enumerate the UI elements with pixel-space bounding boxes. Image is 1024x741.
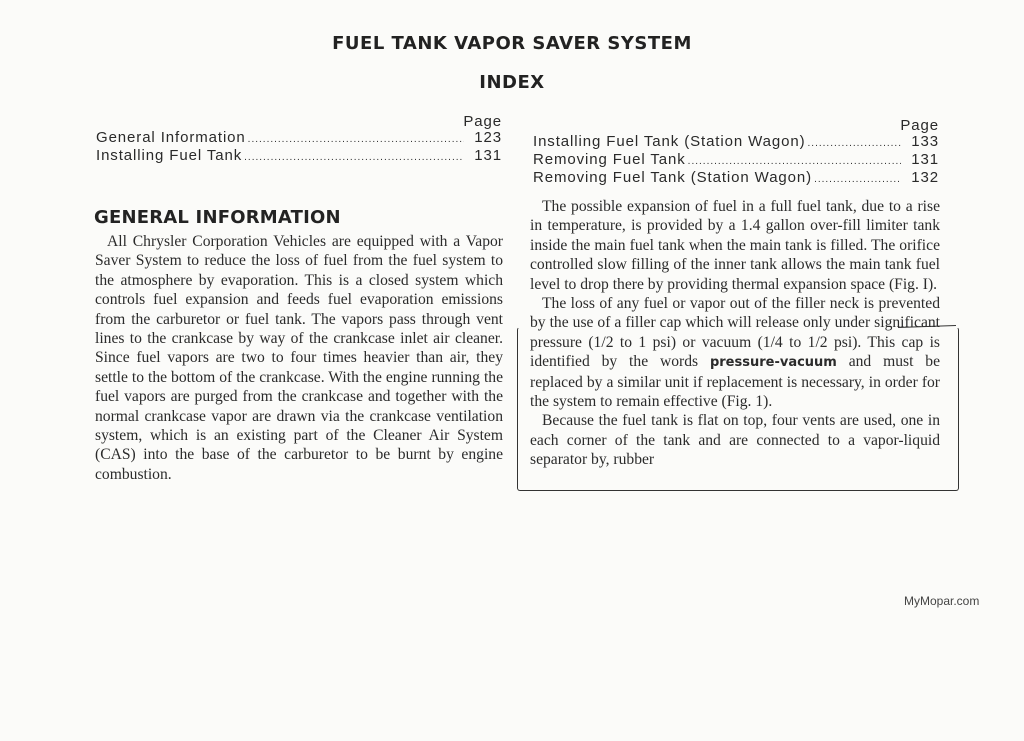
document-title: FUEL TANK VAPOR SAVER SYSTEM: [332, 33, 692, 54]
dot-leader: [814, 172, 901, 188]
paragraph: All Chrysler Corporation Vehicles are equipped with a Vapor Saver System to reduce the loss of fuel from the fuel system to the atmosphere by evaporation. This is a closed system which controls fuel expansion and feeds fuel evaporation emissions from the carburetor or fuel tank. The vapors pass through vent lines to the crankcase by way of the crankcase inlet air cleaner. Since fuel vapors are two to four times heavier than air, they settle to the bottom of the crankcase. With the engine running the fuel vapors are purged from the crankcase and together with the normal crankcase vapor are drawn via the crankcase ventilation system, which is an existing part of the Cleaner Air System (CAS) into the base of the carburetor to be burnt by engine combustion.: [95, 233, 503, 483]
index-left-column: [96, 114, 502, 166]
index-entry-label: General Information: [96, 129, 246, 146]
index-entry-page: 131: [474, 147, 502, 164]
dot-leader: [688, 154, 901, 170]
index-entry: [533, 170, 939, 188]
index-entry-label: Removing Fuel Tank: [533, 151, 686, 168]
page-column-header: Page: [900, 117, 939, 134]
index-entry-page: 133: [911, 133, 939, 150]
index-right-column: [533, 118, 939, 188]
dot-leader: [244, 150, 464, 166]
left-text-column: [95, 232, 503, 484]
paragraph-text: and must be replaced by a similar unit if replacement is necessary, in order for the system to remain effective (Fig. 1).: [530, 353, 940, 411]
index-entry: [96, 130, 502, 148]
page-column-header: Page: [463, 113, 502, 130]
dot-leader: [808, 136, 901, 152]
index-entry-page: 123: [474, 129, 502, 146]
index-entry: [533, 134, 939, 152]
right-text-column: [530, 197, 940, 470]
watermark: MyMopar.com: [904, 594, 980, 608]
paragraph-text: The loss of any fuel or vapor out of the filler neck is prevented by the use of a filler cap which will release only under significant pressure (1/2 to 1 psi) or vacuum (1/4 to 1/2 psi). This cap is identified by the words: [530, 295, 940, 371]
index-entry: [96, 148, 502, 166]
paragraph: The possible expansion of fuel in a full fuel tank, due to a rise in temperature, is provided by a 1.4 gallon over-fill limiter tank inside the main fuel tank when the main tank is filled. The orifice controlled slow filling of the inner tank allows the main tank fuel level to drop there by providing thermal expansion space (Fig. I).: [530, 198, 940, 293]
paragraph-highlighted: [530, 294, 940, 411]
index-title: INDEX: [479, 72, 545, 93]
bold-term: pressure-vacuum: [709, 355, 837, 371]
dot-leader: [248, 132, 464, 148]
paragraph: Because the fuel tank is flat on top, four vents are used, one in each corner of the tank and are connected to a vapor-liquid separator by, rubber: [530, 412, 940, 469]
index-entry-page: 131: [911, 151, 939, 168]
index-entry-label: Installing Fuel Tank (Station Wagon): [533, 133, 806, 150]
index-entry-page: 132: [911, 169, 939, 186]
section-heading: GENERAL INFORMATION: [94, 207, 341, 228]
index-entry: [533, 152, 939, 170]
index-entry-label: Removing Fuel Tank (Station Wagon): [533, 169, 813, 186]
index-entry-label: Installing Fuel Tank: [96, 147, 243, 164]
